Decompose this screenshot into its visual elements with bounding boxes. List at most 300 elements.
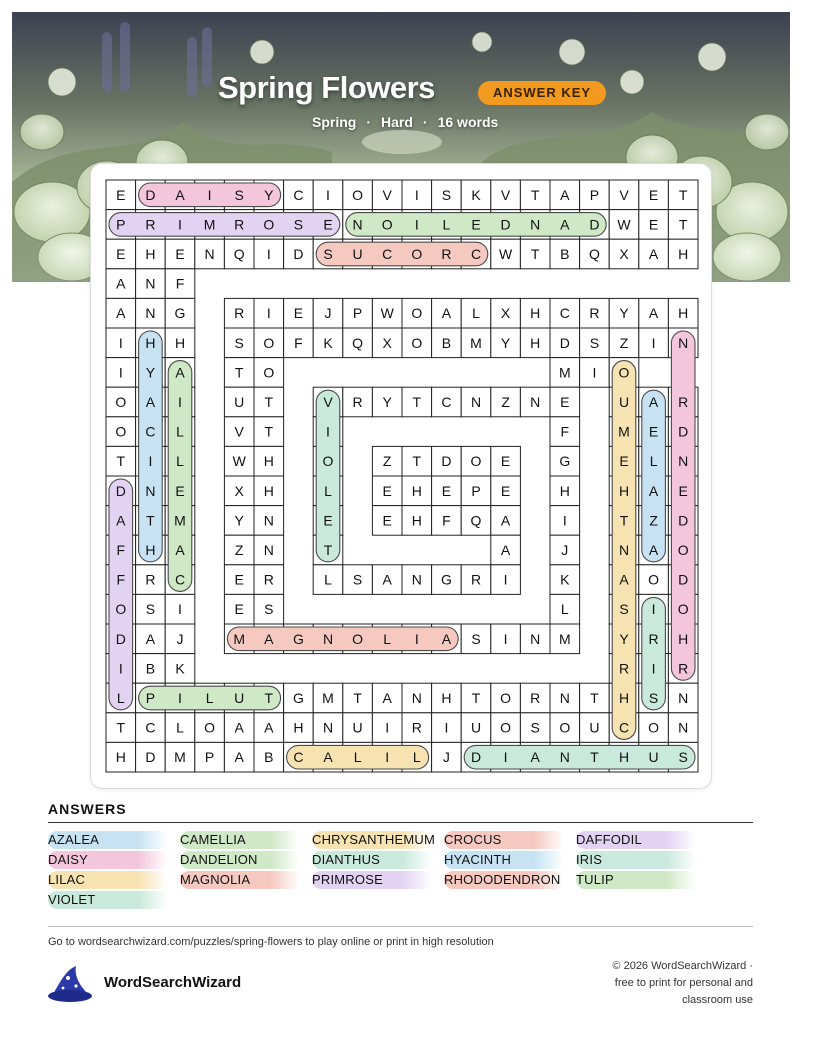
grid-letter: Y	[619, 305, 629, 322]
wizard-hat-icon	[46, 964, 94, 1009]
answer-word-iris	[576, 851, 696, 869]
grid-letter: B	[441, 334, 452, 351]
meta-word-count: 16 words	[437, 114, 499, 130]
grid-letter: I	[178, 690, 182, 706]
grid-letter: Y	[145, 364, 156, 381]
answer-word-dandelion	[180, 851, 300, 869]
grid-letter: A	[234, 719, 244, 736]
grid-letter: J	[176, 630, 184, 647]
grid-letter: E	[619, 453, 629, 470]
grid-letter: X	[500, 305, 511, 322]
grid-letter: S	[589, 334, 600, 351]
grid-letter: L	[176, 423, 184, 440]
grid-letter: U	[470, 719, 482, 736]
answer-word-chrysanthemum	[312, 831, 435, 849]
grid-letter: M	[558, 364, 571, 381]
grid-letter: A	[264, 630, 274, 647]
grid-letter: T	[412, 453, 422, 470]
grid-letter: A	[530, 749, 540, 766]
grid-letter: L	[176, 453, 184, 470]
grid-letter: D	[115, 482, 126, 499]
grid-letter: C	[470, 246, 482, 262]
grid-letter: A	[234, 749, 244, 766]
copyright-line: © 2026 WordSearchWizard ·	[612, 960, 753, 972]
answer-word-label: MAGNOLIA	[180, 872, 251, 887]
grid-letter: D	[678, 512, 689, 529]
grid-letter: A	[648, 394, 659, 410]
answer-word-tulip	[576, 871, 696, 889]
grid-letter: I	[178, 394, 182, 410]
grid-letter: U	[234, 394, 245, 410]
grid-letter: L	[412, 749, 421, 766]
grid-letter: H	[115, 749, 126, 766]
grid-letter: X	[234, 482, 244, 499]
grid-letter: M	[618, 423, 630, 440]
grid-letter: Z	[234, 542, 244, 558]
grid-letter: W	[232, 453, 246, 470]
grid-letter: U	[589, 719, 600, 736]
grid-letter: B	[560, 246, 570, 262]
grid-letter: I	[148, 453, 153, 470]
grid-letter: M	[233, 630, 246, 647]
grid-letter: H	[441, 690, 452, 706]
grid-letter: B	[145, 660, 156, 677]
grid-letter: A	[116, 275, 126, 292]
grid-letter: G	[174, 305, 186, 322]
grid-letter: E	[323, 216, 333, 233]
grid-letter: Q	[470, 512, 482, 529]
grid-letter: L	[324, 571, 332, 588]
grid-letter: H	[618, 749, 630, 766]
grid-letter: T	[530, 186, 540, 203]
grid-letter: E	[648, 423, 659, 440]
grid-letter: R	[234, 305, 245, 322]
answers-heading: ANSWERS	[48, 801, 127, 817]
grid-letter: I	[414, 630, 419, 647]
grid-letter: I	[651, 334, 656, 351]
grid-letter: U	[618, 394, 630, 410]
grid-letter: X	[382, 334, 392, 351]
grid-letter: K	[471, 186, 481, 203]
grid-letter: A	[500, 542, 511, 558]
grid-letter: W	[498, 246, 513, 262]
grid-letter: S	[530, 719, 540, 736]
grid-letter: O	[677, 601, 689, 618]
grid-letter: O	[204, 719, 216, 736]
grid-letter: O	[648, 571, 660, 588]
grid-letter: I	[207, 186, 212, 203]
grid-letter: N	[411, 571, 422, 588]
answer-word-daffodil	[576, 831, 696, 849]
grid-letter: T	[678, 186, 688, 203]
grid-letter: G	[292, 690, 304, 706]
grid-letter: M	[558, 630, 571, 647]
grid-letter: O	[115, 394, 127, 410]
grid-letter: S	[471, 630, 481, 647]
grid-letter: H	[678, 246, 689, 262]
answer-word-label: CAMELLIA	[180, 832, 246, 847]
grid-letter: S	[619, 601, 629, 618]
grid-letter: I	[266, 305, 271, 322]
grid-letter: N	[470, 394, 482, 410]
grid-letter: F	[294, 334, 303, 351]
answer-word-label: VIOLET	[48, 892, 96, 907]
grid-letter: E	[560, 394, 570, 410]
grid-letter: O	[115, 601, 127, 618]
answer-word-hyacinth	[444, 851, 564, 869]
play-online-link[interactable]: Go to wordsearchwizard.com/puzzles/spring-flowers to play online or print in high resolution	[48, 936, 494, 948]
grid-letter: I	[385, 749, 390, 766]
grid-letter: O	[677, 542, 689, 558]
grid-letter: E	[500, 453, 511, 470]
grid-letter: H	[411, 512, 422, 529]
grid-letter: F	[175, 275, 185, 292]
grid-letter: L	[116, 690, 125, 706]
grid-letter: N	[678, 690, 689, 706]
grid-letter: A	[648, 542, 659, 558]
grid-letter: H	[263, 453, 274, 470]
grid-letter: O	[263, 364, 275, 381]
grid-letter: G	[440, 571, 452, 588]
grid-letter: C	[293, 749, 304, 766]
grid-letter: T	[471, 690, 481, 706]
grid-letter: Y	[264, 186, 274, 203]
grid-letter: L	[442, 216, 451, 233]
grid-letter: J	[561, 542, 569, 558]
grid-letter: N	[678, 334, 689, 351]
grid-letter: H	[263, 482, 274, 499]
grid-letter: A	[264, 719, 274, 736]
grid-letter: E	[441, 482, 452, 499]
grid-letter: P	[352, 305, 363, 322]
grid-letter: T	[412, 394, 422, 410]
grid-letter: L	[472, 305, 480, 322]
grid-letter: H	[293, 719, 304, 736]
grid-letter: H	[145, 334, 156, 351]
grid-letter: A	[175, 364, 185, 381]
grid-cells	[106, 180, 698, 772]
grid-letter: C	[382, 246, 393, 262]
page-title: Spring Flowers	[218, 70, 435, 105]
grid-letter: D	[678, 423, 689, 440]
grid-letter: N	[411, 690, 422, 706]
grid-letter: I	[503, 630, 508, 647]
grid-letter: O	[648, 719, 660, 736]
grid-letter: R	[411, 719, 422, 736]
grid-letter: Q	[588, 246, 600, 262]
grid-letter: A	[145, 630, 156, 647]
grid-letter: S	[264, 601, 274, 618]
grid-letter: A	[648, 305, 659, 322]
grid-letter: D	[145, 749, 156, 766]
grid-letter: H	[678, 305, 689, 322]
answer-word-label: IRIS	[576, 852, 603, 867]
grid-letter: L	[353, 749, 362, 766]
grid-letter: O	[322, 453, 334, 470]
grid-letter: A	[116, 305, 126, 322]
grid-letter: I	[651, 660, 656, 677]
grid-letter: B	[264, 749, 274, 766]
grid-letter: P	[471, 482, 481, 499]
grid-letter: E	[234, 601, 244, 618]
grid-letter: P	[145, 690, 156, 706]
grid-letter: R	[234, 216, 245, 233]
grid-letter: T	[590, 749, 599, 766]
grid-letter: L	[383, 630, 392, 647]
grid-letter: F	[116, 571, 126, 588]
grid-letter: Z	[649, 512, 658, 529]
grid-letter: A	[323, 749, 333, 766]
grid-letter: Y	[234, 512, 244, 529]
grid-letter: O	[411, 334, 423, 351]
grid-letter: I	[118, 660, 123, 677]
grid-letter: I	[178, 601, 182, 618]
answer-word-label: DAISY	[48, 852, 89, 867]
grid-letter: D	[115, 630, 126, 647]
grid-letter: A	[175, 186, 185, 203]
grid-letter: E	[382, 482, 392, 499]
grid-letter: I	[385, 719, 390, 736]
grid-letter: I	[118, 334, 123, 351]
grid-letter: Q	[352, 334, 364, 351]
grid-letter: E	[293, 305, 304, 322]
answer-word-lilac	[48, 871, 168, 889]
grid-letter: N	[559, 690, 570, 706]
grid-letter: C	[559, 305, 570, 322]
grid-letter: D	[589, 216, 600, 233]
copyright-line: free to print for personal and	[614, 977, 753, 989]
grid-letter: W	[380, 305, 394, 322]
grid-letter: H	[559, 482, 570, 499]
grid-letter: R	[145, 216, 156, 233]
grid-letter: E	[116, 246, 126, 262]
grid-letter: X	[619, 246, 629, 262]
grid-letter: O	[411, 305, 423, 322]
grid-letter: R	[441, 246, 452, 262]
grid-letter: U	[352, 246, 363, 262]
grid-letter: C	[174, 571, 186, 588]
grid-letter: T	[323, 542, 333, 558]
grid-letter: A	[648, 482, 659, 499]
grid-letter: D	[441, 453, 452, 470]
grid-letter: O	[470, 453, 482, 470]
grid-letter: F	[116, 542, 126, 558]
grid-letter: A	[382, 571, 392, 588]
grid-letter: U	[648, 749, 659, 766]
grid-letter: A	[648, 246, 659, 262]
answer-word-label: DIANTHUS	[312, 852, 381, 867]
grid-letter: H	[678, 630, 689, 647]
answer-word-violet	[48, 891, 168, 909]
grid-letter: W	[617, 216, 631, 233]
grid-letter: E	[648, 186, 659, 203]
grid-letter: S	[234, 186, 244, 203]
answer-word-label: DANDELION	[180, 852, 258, 867]
grid-letter: N	[322, 719, 334, 736]
copyright-notice	[553, 958, 753, 1009]
grid-letter: M	[174, 512, 186, 529]
grid-letter: N	[559, 749, 570, 766]
grid-letter: R	[352, 394, 363, 410]
answer-word-label: DAFFODIL	[576, 832, 642, 847]
grid-letter: S	[234, 334, 244, 351]
meta-difficulty: Hard	[381, 114, 413, 130]
grid-letter: T	[146, 512, 155, 529]
grid-letter: I	[651, 601, 656, 618]
grid-letter: H	[618, 690, 630, 706]
grid-letter: Q	[233, 246, 245, 262]
grid-letter: I	[326, 186, 330, 203]
answer-word-crocus	[444, 831, 564, 849]
grid-letter: S	[441, 186, 452, 203]
grid-letter: C	[618, 719, 630, 736]
footer-divider	[48, 926, 753, 927]
grid-letter: R	[618, 660, 630, 677]
grid-letter: E	[175, 482, 185, 499]
grid-letter: T	[619, 512, 629, 529]
grid-letter: O	[115, 423, 127, 440]
meta-separator: ·	[366, 114, 372, 130]
grid-letter: I	[326, 423, 330, 440]
word-search-grid	[91, 164, 711, 788]
grid-letter: E	[500, 482, 511, 499]
grid-letter: N	[618, 542, 630, 558]
grid-letter: C	[441, 394, 452, 410]
grid-letter: L	[324, 482, 332, 499]
grid-letter: E	[116, 186, 126, 203]
grid-letter: C	[145, 423, 156, 440]
grid-letter: N	[678, 453, 689, 470]
grid-letter: J	[442, 749, 450, 766]
grid-letter: A	[116, 512, 126, 529]
answer-word-rhododendron	[444, 871, 564, 889]
answer-word-label: AZALEA	[48, 832, 100, 847]
answer-word-label: LILAC	[48, 872, 86, 887]
grid-letter: N	[263, 542, 274, 558]
grid-letter: C	[293, 186, 304, 203]
grid-letter: E	[234, 571, 244, 588]
grid-letter: E	[175, 246, 185, 262]
grid-letter: M	[174, 749, 186, 766]
copyright-line: classroom use	[682, 994, 753, 1006]
grid-letter: H	[145, 246, 156, 262]
answer-word-daisy	[48, 851, 168, 869]
grid-letter: I	[414, 216, 419, 233]
answer-word-camellia	[180, 831, 300, 849]
grid-letter: P	[204, 749, 215, 766]
grid-letter: S	[352, 571, 363, 588]
grid-letter: G	[559, 453, 571, 470]
grid-letter: I	[503, 749, 508, 766]
grid-letter: N	[204, 246, 215, 262]
grid-letter: H	[411, 482, 422, 499]
grid-letter: K	[560, 571, 570, 588]
grid-letter: S	[145, 601, 156, 618]
grid-letter: O	[500, 690, 512, 706]
grid-letter: I	[444, 719, 449, 736]
grid-letter: U	[234, 690, 245, 706]
grid-letter: Z	[501, 394, 510, 410]
grid-letter: T	[116, 453, 126, 470]
grid-letter: C	[145, 719, 156, 736]
grid-letter: N	[145, 482, 156, 499]
meta-season: Spring	[312, 114, 357, 130]
grid-letter: P	[116, 216, 126, 233]
grid-letter: U	[352, 719, 363, 736]
grid-letter: S	[648, 690, 659, 706]
grid-letter: R	[145, 571, 156, 588]
grid-letter: R	[470, 571, 482, 588]
grid-letter: I	[503, 571, 508, 588]
grid-letter: O	[500, 719, 512, 736]
grid-letter: H	[145, 542, 156, 558]
answer-word-label: HYACINTH	[444, 852, 512, 867]
grid-letter: S	[323, 246, 333, 262]
grid-letter: O	[263, 216, 275, 233]
grid-letter: N	[263, 512, 274, 529]
grid-letter: I	[562, 512, 567, 529]
grid-letter: O	[381, 216, 393, 233]
grid-letter: T	[264, 423, 274, 440]
grid-letter: L	[176, 719, 184, 736]
grid-letter: K	[323, 334, 333, 351]
grid-letter: I	[178, 216, 182, 233]
grid-letter: I	[592, 364, 597, 381]
grid-letter: I	[414, 186, 419, 203]
answer-word-dianthus	[312, 851, 432, 869]
grid-letter: K	[175, 660, 185, 677]
brand-name: WordSearchWizard	[104, 974, 242, 991]
grid-letter: R	[678, 394, 689, 410]
grid-letter: T	[264, 690, 274, 706]
answer-word-label: CHRYSANTHEMUM	[312, 832, 435, 847]
grid-letter: A	[560, 186, 570, 203]
grid-letter: V	[234, 423, 244, 440]
grid-letter: H	[174, 334, 186, 351]
grid-letter: D	[145, 186, 156, 203]
answer-word-label: PRIMROSE	[312, 872, 383, 887]
grid-letter: A	[145, 394, 156, 410]
grid-letter: E	[471, 216, 481, 233]
grid-letter: D	[500, 216, 511, 233]
answers-divider	[48, 822, 753, 823]
grid-letter: N	[530, 630, 541, 647]
grid-letter: N	[530, 394, 541, 410]
answer-word-azalea	[48, 831, 168, 849]
answer-word-magnolia	[180, 871, 300, 889]
grid-letter: R	[263, 571, 274, 588]
grid-letter: V	[500, 186, 511, 203]
grid-letter: E	[323, 512, 333, 529]
grid-letter: L	[560, 601, 569, 618]
grid-letter: V	[619, 186, 629, 203]
grid-letter: O	[411, 246, 423, 262]
grid-letter: R	[589, 305, 600, 322]
grid-letter: D	[559, 334, 570, 351]
grid-letter: N	[322, 630, 334, 647]
grid-letter: V	[382, 186, 392, 203]
grid-letter: A	[619, 571, 629, 588]
answer-word-primrose	[312, 871, 432, 889]
grid-letter: E	[648, 216, 659, 233]
grid-letter: T	[678, 216, 688, 233]
grid-letter: Y	[619, 630, 629, 647]
grid-letter: Y	[500, 334, 511, 351]
grid-letter: N	[530, 216, 541, 233]
grid-letter: D	[470, 749, 482, 766]
grid-letter: V	[323, 394, 333, 410]
grid-letter: O	[263, 334, 275, 351]
